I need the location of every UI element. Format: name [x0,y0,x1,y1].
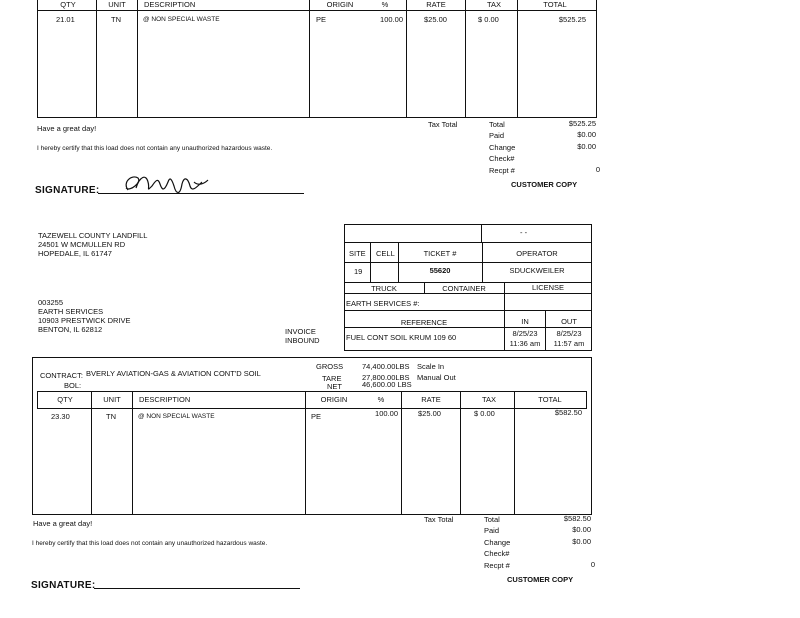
col-pct-header: % [377,395,385,404]
row-origin: PE [316,15,327,24]
landfill-name: TAZEWELL COUNTY LANDFILL [38,231,148,240]
greeting: Have a great day! [37,124,97,133]
row-rate: $25.00 [424,15,447,24]
col-unit-header: UNIT [108,0,126,9]
net-value: 46,600.00 LBS [362,380,412,389]
total-value: $525.25 [568,119,596,128]
customer-address1: 10903 PRESTWICK DRIVE [38,316,131,325]
gross-label: GROSS [316,362,344,371]
out-time: 11:57 am [553,339,585,348]
row-tax: $ 0.00 [478,15,499,24]
col-origin-header: ORIGIN [320,395,348,404]
row-description: @ NON SPECIAL WASTE [138,413,215,420]
row-qty: 21.01 [56,15,75,24]
row-qty: 23.30 [51,412,70,421]
invoice-label: INVOICE [285,327,316,336]
landfill-address1: 24501 W MCMULLEN RD [38,240,126,249]
row-tax: $ 0.00 [474,409,495,418]
truck-label: TRUCK [371,284,397,293]
col-qty-header: QTY [60,0,76,9]
inbound-label: INBOUND [285,336,320,345]
in-time: 11:36 am [509,339,541,348]
certification-text: I hereby certify that this load does not contain any unauthorized hazardous waste. [32,540,268,547]
in-date: 8/25/23 [512,329,538,338]
receipt-value: 0 [590,560,595,569]
reference-value: FUEL CONT SOIL KRUM 109 60 [346,333,457,342]
site-value: 19 [354,267,363,276]
ticket-number-value: 55620 [429,266,451,275]
ticket2-frame [32,357,592,515]
customer-address2: BENTON, IL 62812 [38,325,103,334]
receipt-label: Recpt # [484,561,510,570]
ticket-number-label: TICKET # [423,249,457,258]
row-unit: TN [106,412,116,421]
row-rate: $25.00 [418,409,441,418]
col-rate-header: RATE [421,395,441,404]
contract-value: BVERLY AVIATION-GAS & AVIATION CONT'D SOIL [86,369,261,378]
col-origin-header: ORIGIN [326,0,354,9]
change-label: Change [489,143,516,152]
paid-label: Paid [489,131,505,140]
signature-label: SIGNATURE: [31,580,96,591]
receipt-label: Recpt # [489,166,515,175]
handwritten-signature [118,168,218,198]
row-origin: PE [311,412,322,421]
net-label: NET [327,382,342,391]
operator-value: SDUCKWEILER [509,266,565,275]
col-tax-header: TAX [481,395,497,404]
row-total: $525.25 [558,15,586,24]
total-value: $582.50 [563,514,591,523]
paid-label: Paid [484,526,500,535]
tare-note: Manual Out [417,373,456,382]
col-rate-header: RATE [426,0,446,9]
truck-value: EARTH SERVICES #: [346,299,420,308]
col-qty-header: QTY [57,395,73,404]
gross-note: Scale In [417,362,445,371]
col-total-header: TOTAL [538,395,562,404]
change-label: Change [484,538,511,547]
signature-line [94,588,300,589]
contract-label: CONTRACT: [40,371,83,380]
landfill-address2: HOPEDALE, IL 61747 [38,249,112,258]
cell-label: CELL [376,249,395,258]
change-value: $0.00 [572,537,591,546]
paid-value: $0.00 [572,525,591,534]
in-label: IN [521,317,529,326]
col-total-header: TOTAL [543,0,567,9]
paid-value: $0.00 [577,130,596,139]
bol-label: BOL: [64,381,82,390]
total-label: Total [489,120,505,129]
check-label: Check# [484,549,510,558]
gross-value: 74,400.00LBS [362,362,410,371]
customer-copy-label: CUSTOMER COPY [511,180,578,189]
signature-label: SIGNATURE: [35,185,100,196]
site-label: SITE [349,249,366,258]
receipt-value: 0 [595,165,600,174]
tax-total-label: Tax Total [424,515,454,524]
col-description-header: DESCRIPTION [144,0,196,9]
greeting: Have a great day! [33,519,93,528]
out-label: OUT [561,317,577,326]
reference-label: REFERENCE [400,318,448,327]
row-total: $582.50 [554,408,582,417]
col-tax-header: TAX [486,0,502,9]
out-date: 8/25/23 [556,329,582,338]
col-pct-header: % [381,0,389,9]
tax-total-label: Tax Total [428,120,458,129]
col-description-header: DESCRIPTION [139,395,191,404]
customer-copy-label: CUSTOMER COPY [507,575,574,584]
customer-id: 003255 [38,298,64,307]
row-pct: 100.00 [375,409,398,418]
container-label: CONTAINER [442,284,486,293]
customer-name: EARTH SERVICES [38,307,104,316]
tare-value: 27,800.00LBS [362,373,410,382]
total-label: Total [484,515,500,524]
operator-label: OPERATOR [516,249,558,258]
tare-label: TARE [322,374,342,383]
row-pct: 100.00 [380,15,403,24]
row-description: @ NON SPECIAL WASTE [143,16,220,23]
license-label: LICENSE [531,283,565,292]
top-mark: - - [520,228,528,237]
row-unit: TN [111,15,121,24]
change-value: $0.00 [577,142,596,151]
check-label: Check# [489,154,515,163]
col-unit-header: UNIT [103,395,121,404]
certification-text: I hereby certify that this load does not contain any unauthorized hazardous waste. [37,145,273,152]
